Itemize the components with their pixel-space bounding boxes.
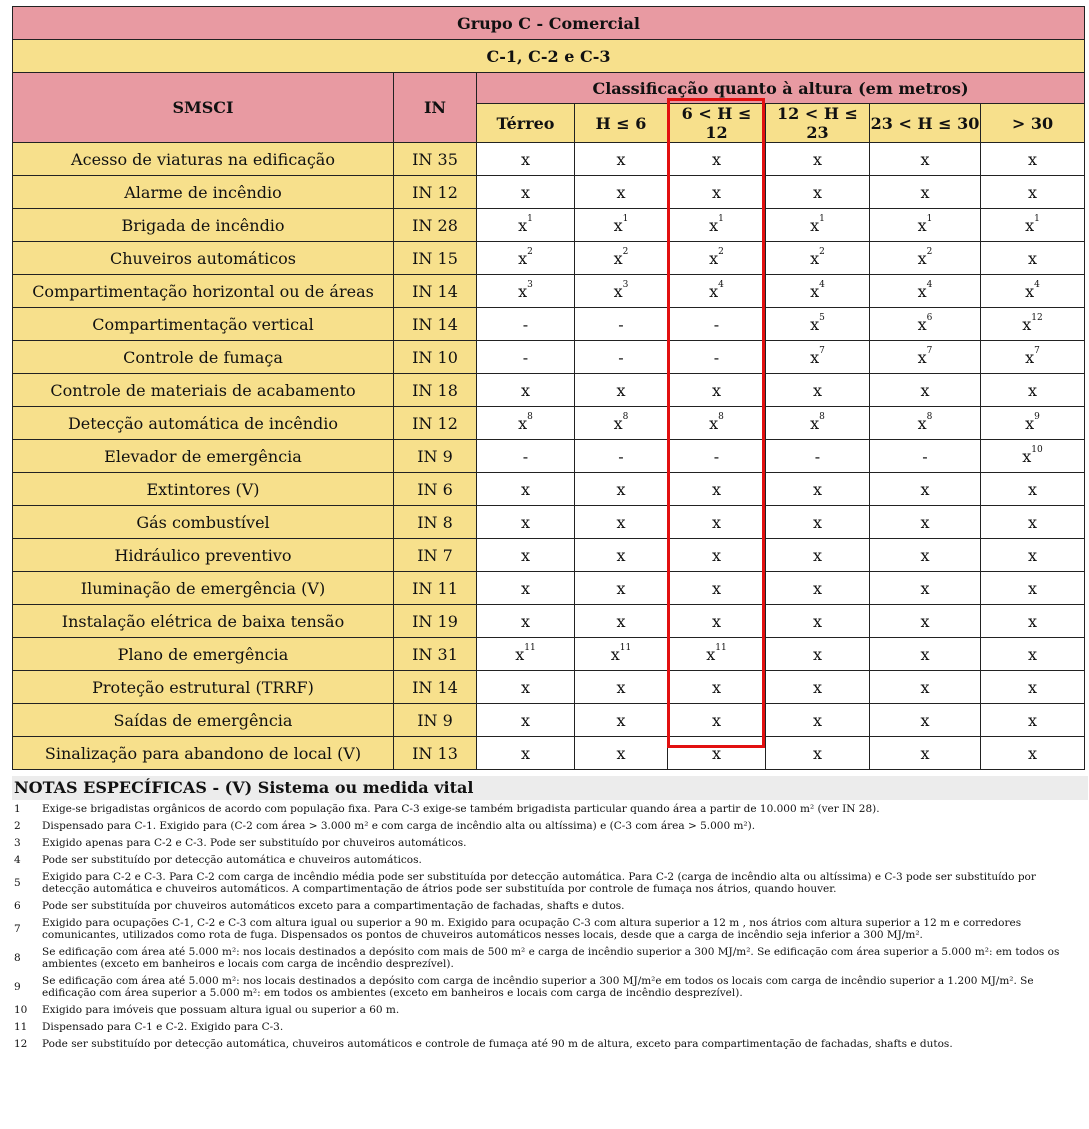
note-ref: 4	[1034, 279, 1040, 290]
requirement-cell: x	[668, 671, 766, 704]
table-row	[13, 473, 1085, 506]
note-ref: 2	[622, 246, 629, 257]
note-ref: 11	[715, 642, 727, 653]
note-item	[14, 837, 1086, 849]
note-ref: 4	[926, 279, 933, 290]
requirement-cell: -	[668, 440, 766, 473]
note-text: Exige-se brigadistas orgânicos de acordo com população fixa. Para C-3 exige-se também brigadista particular quando área a partir de 10.000 m² (ver IN 28).	[42, 803, 880, 815]
system-name: Compartimentação horizontal ou de áreas	[13, 275, 394, 308]
note-number: 4	[14, 854, 21, 866]
requirement-cell: $x^1$	[766, 209, 870, 242]
requirement-cell: x	[575, 143, 668, 176]
note-text: Exigido para C-2 e C-3. Para C-2 com carga de incêndio média pode ser substituída por detecção automática. Para C-2 (carga de incêndio alta ou altíssima) e C-3 pode ser substituído por detecção automática e chuveiros automáticos. A compartimentação de átrios pode ser substituída por controle de fumaça nos átrios, quando houver.	[42, 871, 1036, 895]
requirement-cell: $x^8$	[766, 407, 870, 440]
note-ref: 3	[527, 279, 533, 290]
requirement-cell: x	[766, 506, 870, 539]
note-ref: 9	[1034, 411, 1040, 422]
requirement-cell: x	[575, 374, 668, 407]
requirement-cell: $x^1$	[668, 209, 766, 242]
system-name: Alarme de incêndio	[13, 176, 394, 209]
requirement-cell: x	[668, 143, 766, 176]
requirement-cell: $x^8$	[870, 407, 981, 440]
table-row	[13, 671, 1085, 704]
requirement-cell: x	[477, 737, 575, 770]
requirement-cell: x	[575, 572, 668, 605]
requirement-cell: $x^{12}$	[981, 308, 1085, 341]
requirement-cell: x	[477, 176, 575, 209]
note-text: Dispensado para C-1. Exigido para (C-2 com área > 3.000 m² e com carga de incêndio alta ou altíssima) e (C-3 com área > 5.000 m²).	[42, 820, 756, 832]
in-code: IN 6	[394, 473, 477, 506]
requirement-cell: x	[477, 143, 575, 176]
note-number: 5	[14, 877, 21, 889]
note-ref: 8	[622, 411, 629, 422]
requirement-cell: x	[668, 374, 766, 407]
notes-title	[12, 776, 1088, 800]
in-code: IN 8	[394, 506, 477, 539]
requirement-cell: $x^2$	[870, 242, 981, 275]
system-name: Sinalização para abandono de local (V)	[13, 737, 394, 770]
note-text: Pode ser substituída por chuveiros automáticos exceto para a compartimentação de fachadas, shafts e dutos.	[42, 900, 625, 912]
system-name: Elevador de emergência	[13, 440, 394, 473]
requirement-cell: $x^2$	[477, 242, 575, 275]
in-code: IN 35	[394, 143, 477, 176]
in-code: IN 14	[394, 275, 477, 308]
system-name: Extintores (V)	[13, 473, 394, 506]
note-text: Se edificação com área até 5.000 m²: nos locais destinados a depósito com carga de incêndio superior a 300 MJ/m²e em todos os locais com carga de incêndio superior a 1.200 MJ/m². Se edificação com área superior a 5.000 m²: em todos os ambientes (exceto em banheiros e locais com carga de incêndio desprezível).	[42, 975, 1034, 999]
note-item	[14, 975, 1086, 999]
requirement-cell: x	[575, 737, 668, 770]
note-item	[14, 946, 1086, 970]
requirement-cell: $x^4$	[870, 275, 981, 308]
note-item	[14, 1021, 1086, 1033]
note-item	[14, 1038, 1086, 1050]
col-header-in: IN	[394, 73, 477, 143]
subgroup-title: C-1, C-2 e C-3	[13, 40, 1085, 73]
note-ref: 4	[718, 279, 724, 290]
note-ref: 12	[1031, 312, 1043, 323]
requirement-cell: x	[477, 374, 575, 407]
note-number: 12	[14, 1038, 28, 1050]
requirement-cell: x	[981, 704, 1085, 737]
requirement-cell: $x^2$	[668, 242, 766, 275]
requirement-cell: $x^1$	[870, 209, 981, 242]
table-row	[13, 638, 1085, 671]
system-name: Proteção estrutural (TRRF)	[13, 671, 394, 704]
note-text: Exigido apenas para C-2 e C-3. Pode ser substituído por chuveiros automáticos.	[42, 837, 467, 849]
height-col-header: 6 < H ≤ 12	[668, 104, 766, 143]
note-number: 3	[14, 837, 21, 849]
requirement-cell: x	[870, 638, 981, 671]
note-number: 8	[14, 952, 21, 964]
requirement-cell: x	[981, 572, 1085, 605]
in-code: IN 13	[394, 737, 477, 770]
table-row	[13, 605, 1085, 638]
system-name: Compartimentação vertical	[13, 308, 394, 341]
notes-title-suffix: - (V) Sistema ou medida vital	[206, 778, 474, 797]
note-item	[14, 871, 1086, 895]
table-row	[13, 539, 1085, 572]
requirement-cell: x	[575, 704, 668, 737]
requirement-cell: $x^1$	[477, 209, 575, 242]
requirement-cell: x	[981, 671, 1085, 704]
note-number: 11	[14, 1021, 28, 1033]
requirement-cell: x	[766, 473, 870, 506]
requirement-cell: $x^{11}$	[575, 638, 668, 671]
note-number: 9	[14, 981, 21, 993]
system-name: Controle de fumaça	[13, 341, 394, 374]
requirement-cell: -	[870, 440, 981, 473]
requirement-cell: x	[766, 539, 870, 572]
height-col-header: Térreo	[477, 104, 575, 143]
table-row	[13, 572, 1085, 605]
note-ref: 2	[926, 246, 933, 257]
requirement-cell: x	[766, 143, 870, 176]
note-text: Pode ser substituído por detecção automática e chuveiros automáticos.	[42, 854, 422, 866]
table-row	[13, 242, 1085, 275]
table-row	[13, 407, 1085, 440]
requirement-cell: x	[477, 704, 575, 737]
requirement-cell: $x^1$	[575, 209, 668, 242]
system-name: Chuveiros automáticos	[13, 242, 394, 275]
requirement-cell: x	[870, 605, 981, 638]
in-code: IN 18	[394, 374, 477, 407]
in-code: IN 12	[394, 407, 477, 440]
requirement-cell: $x^{11}$	[477, 638, 575, 671]
requirement-cell: x	[477, 539, 575, 572]
requirement-cell: x	[477, 572, 575, 605]
note-ref: 1	[819, 213, 825, 224]
note-ref: 1	[527, 213, 533, 224]
requirement-cell: $x^1$	[981, 209, 1085, 242]
note-ref: 2	[718, 246, 724, 257]
requirement-cell: x	[575, 506, 668, 539]
table-row	[13, 176, 1085, 209]
note-ref: 1	[622, 213, 629, 224]
requirement-cell: x	[766, 374, 870, 407]
system-name: Acesso de viaturas na edificação	[13, 143, 394, 176]
in-code: IN 9	[394, 440, 477, 473]
requirement-cell: x	[870, 506, 981, 539]
note-ref: 3	[622, 279, 629, 290]
requirement-cell: -	[668, 308, 766, 341]
note-ref: 8	[819, 411, 825, 422]
requirement-cell: x	[477, 605, 575, 638]
requirement-cell: x	[766, 572, 870, 605]
requirement-cell: x	[575, 539, 668, 572]
requirement-cell: x	[981, 638, 1085, 671]
table-row	[13, 440, 1085, 473]
note-ref: 2	[527, 246, 533, 257]
system-name: Hidráulico preventivo	[13, 539, 394, 572]
note-ref: 1	[718, 213, 724, 224]
note-item	[14, 803, 1086, 815]
note-number: 6	[14, 900, 21, 912]
table-row	[13, 209, 1085, 242]
requirement-cell: $x^2$	[575, 242, 668, 275]
requirement-cell: $x^6$	[870, 308, 981, 341]
requirement-cell: x	[981, 143, 1085, 176]
requirement-cell: x	[766, 737, 870, 770]
requirement-cell: x	[981, 737, 1085, 770]
table-row	[13, 506, 1085, 539]
note-ref: 5	[819, 312, 825, 323]
requirement-cell: -	[766, 440, 870, 473]
system-name: Detecção automática de incêndio	[13, 407, 394, 440]
note-text: Exigido para imóveis que possuam altura igual ou superior a 60 m.	[42, 1004, 400, 1016]
note-ref: 7	[819, 345, 825, 356]
requirement-cell: $x^5$	[766, 308, 870, 341]
note-item	[14, 900, 1086, 912]
note-item	[14, 917, 1086, 941]
group-title: Grupo C - Comercial	[13, 7, 1085, 40]
system-name: Controle de materiais de acabamento	[13, 374, 394, 407]
in-code: IN 28	[394, 209, 477, 242]
requirement-cell: x	[766, 638, 870, 671]
note-ref: 1	[1034, 213, 1040, 224]
requirement-cell: x	[981, 473, 1085, 506]
table-row	[13, 275, 1085, 308]
requirement-cell: -	[477, 341, 575, 374]
requirement-cell: x	[981, 605, 1085, 638]
requirement-cell: x	[766, 605, 870, 638]
requirement-cell: $x^8$	[668, 407, 766, 440]
table-row	[13, 737, 1085, 770]
note-ref: 11	[619, 642, 632, 653]
requirement-cell: x	[575, 473, 668, 506]
in-code: IN 19	[394, 605, 477, 638]
in-code: IN 7	[394, 539, 477, 572]
in-code: IN 12	[394, 176, 477, 209]
note-text: Se edificação com área até 5.000 m²: nos locais destinados a depósito com mais de 500 m² e carga de incêndio superior a 300 MJ/m². Se edificação com área superior a 5.000 m²: em todos os ambientes (exceto em banheiros e locais com carga de incêndio desprezível).	[42, 946, 1060, 970]
requirement-cell: x	[668, 572, 766, 605]
requirement-cell: x	[668, 539, 766, 572]
requirement-cell: -	[575, 341, 668, 374]
note-ref: 11	[524, 642, 536, 653]
note-ref: 7	[1034, 345, 1040, 356]
system-name: Gás combustível	[13, 506, 394, 539]
requirement-cell: x	[981, 176, 1085, 209]
requirement-cell: x	[981, 506, 1085, 539]
note-number: 10	[14, 1004, 28, 1016]
requirement-cell: x	[870, 176, 981, 209]
col-header-smsci: SMSCI	[13, 73, 394, 143]
requirement-cell: x	[575, 605, 668, 638]
requirement-cell: $x^4$	[981, 275, 1085, 308]
in-code: IN 14	[394, 671, 477, 704]
requirement-cell: $x^{10}$	[981, 440, 1085, 473]
requirement-cell: -	[477, 440, 575, 473]
notes-title-main: NOTAS ESPECÍFICAS	[14, 778, 207, 797]
requirement-cell: x	[981, 374, 1085, 407]
note-text: Exigido para ocupações C-1, C-2 e C-3 com altura igual ou superior a 90 m. Exigido para ocupação C-3 com altura superior a 12 m , nos átrios com altura superior a 12 m e corredores comunicantes, utilizados como rota de fuga. Dispensados os pontos de chuveiros automáticos nesses locais, desde que a carga de incêndio seja inferior a 300 MJ/m².	[42, 917, 1022, 941]
col-header-height: Classificação quanto à altura (em metros)	[477, 73, 1085, 104]
note-ref: 10	[1031, 444, 1043, 455]
system-name: Plano de emergência	[13, 638, 394, 671]
requirement-cell: $x^3$	[575, 275, 668, 308]
system-name: Saídas de emergência	[13, 704, 394, 737]
requirement-cell: $x^7$	[870, 341, 981, 374]
requirement-cell: x	[668, 506, 766, 539]
table-row	[13, 704, 1085, 737]
requirement-cell: $x^2$	[766, 242, 870, 275]
height-col-header: 23 < H ≤ 30	[870, 104, 981, 143]
requirement-cell: x	[870, 143, 981, 176]
table-row	[13, 308, 1085, 341]
requirement-cell: $x^8$	[477, 407, 575, 440]
requirement-cell: x	[766, 671, 870, 704]
requirement-cell: x	[870, 737, 981, 770]
requirement-cell: $x^7$	[766, 341, 870, 374]
requirement-cell: x	[981, 242, 1085, 275]
requirement-cell: $x^9$	[981, 407, 1085, 440]
requirement-cell: -	[477, 308, 575, 341]
requirement-cell: x	[477, 473, 575, 506]
note-number: 1	[14, 803, 21, 815]
note-item	[14, 854, 1086, 866]
note-ref: 6	[926, 312, 933, 323]
in-code: IN 11	[394, 572, 477, 605]
system-name: Brigada de incêndio	[13, 209, 394, 242]
requirement-cell: $x^7$	[981, 341, 1085, 374]
note-ref: 2	[819, 246, 825, 257]
system-name: Iluminação de emergência (V)	[13, 572, 394, 605]
height-col-header: H ≤ 6	[575, 104, 668, 143]
requirement-cell: x	[981, 539, 1085, 572]
height-col-header: 12 < H ≤ 23	[766, 104, 870, 143]
table-row	[13, 374, 1085, 407]
note-number: 7	[14, 923, 21, 935]
requirement-cell: x	[870, 572, 981, 605]
requirement-cell: $x^8$	[575, 407, 668, 440]
note-text: Pode ser substituído por detecção automática, chuveiros automáticos e controle de fumaça até 90 m de altura, exceto para compartimentação de fachadas, shafts e dutos.	[42, 1038, 953, 1050]
note-ref: 7	[926, 345, 933, 356]
note-text: Dispensado para C-1 e C-2. Exigido para C-3.	[42, 1021, 284, 1033]
requirement-cell: x	[870, 374, 981, 407]
requirement-cell: x	[668, 704, 766, 737]
note-ref: 4	[819, 279, 825, 290]
note-ref: 1	[926, 213, 933, 224]
requirement-cell: $x^4$	[668, 275, 766, 308]
requirement-cell: x	[477, 671, 575, 704]
notes-list	[14, 803, 1086, 1055]
table-row	[13, 341, 1085, 374]
requirement-cell: x	[870, 473, 981, 506]
table-row	[13, 143, 1085, 176]
in-code: IN 14	[394, 308, 477, 341]
note-ref: 8	[718, 411, 724, 422]
requirement-cell: x	[668, 176, 766, 209]
note-number: 2	[14, 820, 21, 832]
requirement-cell: x	[575, 176, 668, 209]
height-col-header: > 30	[981, 104, 1085, 143]
requirement-cell: x	[477, 506, 575, 539]
requirement-cell: x	[668, 473, 766, 506]
requirement-cell: x	[668, 605, 766, 638]
note-item	[14, 1004, 1086, 1016]
note-item	[14, 820, 1086, 832]
requirement-cell: x	[766, 176, 870, 209]
requirement-cell: x	[668, 737, 766, 770]
requirement-cell: $x^4$	[766, 275, 870, 308]
note-ref: 8	[527, 411, 533, 422]
requirement-cell: -	[575, 440, 668, 473]
requirement-cell: $x^3$	[477, 275, 575, 308]
requirements-table	[12, 6, 1085, 770]
requirement-cell: x	[870, 539, 981, 572]
requirement-cell: x	[870, 704, 981, 737]
system-name: Instalação elétrica de baixa tensão	[13, 605, 394, 638]
requirement-cell: -	[668, 341, 766, 374]
note-ref: 8	[926, 411, 933, 422]
in-code: IN 10	[394, 341, 477, 374]
in-code: IN 31	[394, 638, 477, 671]
requirement-cell: x	[766, 704, 870, 737]
requirement-cell: -	[575, 308, 668, 341]
requirement-cell: x	[870, 671, 981, 704]
requirement-cell: $x^{11}$	[668, 638, 766, 671]
requirement-cell: x	[575, 671, 668, 704]
in-code: IN 15	[394, 242, 477, 275]
in-code: IN 9	[394, 704, 477, 737]
